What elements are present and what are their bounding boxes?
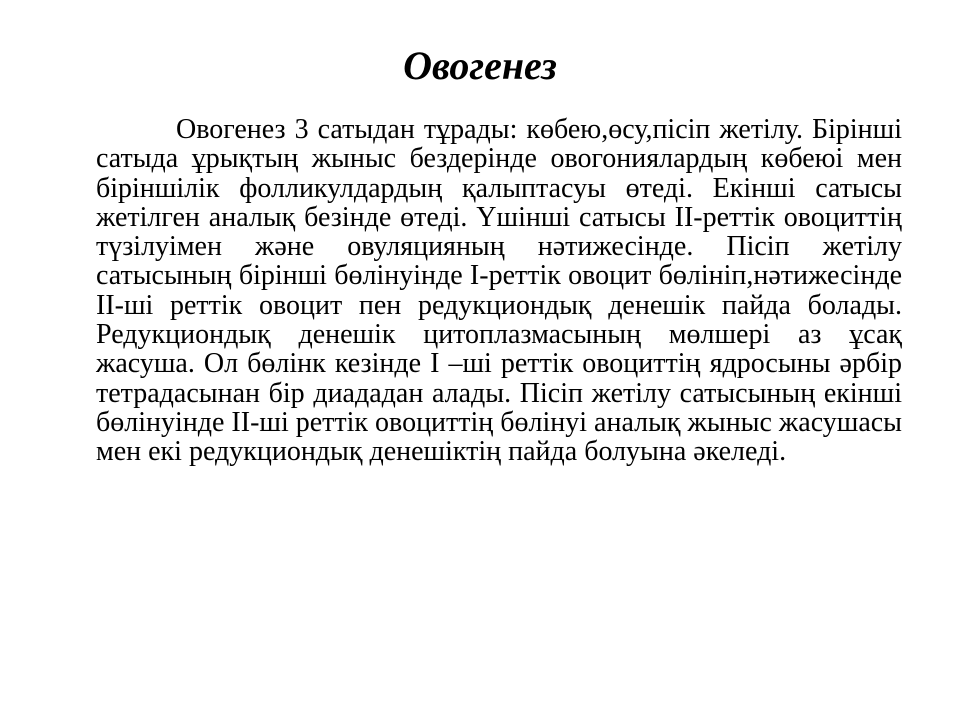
slide-title: Овогенез xyxy=(403,43,557,88)
slide-body-paragraph: Овогенез 3 сатыдан тұрады: көбею,өсу,пісіп жетілу. Бірінші сатыда ұрықтың жыныс бездерінде овогониялардың көбеюі мен біріншілік фолликулдардың қалыптасуы өтеді. Екінші сатысы жетілген аналық безінде өтеді. Үшінші сатысы ІІ-реттік овоциттің түзілуімен және овуляцияның нәтижесінде. Пісіп жетілу сатысының бірінші бөлінуінде І-реттік овоцит бөлініп,нәтижесінде ІІ-ші реттік овоцит пен редукциондық денешік пайда болады. Редукциондық денешік цитоплазмасының мөлшері аз ұсақ жасуша. Ол бөлінк кезінде І –ші реттік овоциттің ядросыны әрбір тетрадасынан бір диададан алады. Пісіп жетілу сатысының екінші бөлінуінде ІІ-ші реттік овоциттің бөлінуі аналық жыныс жасушасы мен екі редукциондық денешіктің пайда болуына әкеледі. xyxy=(96,114,902,468)
